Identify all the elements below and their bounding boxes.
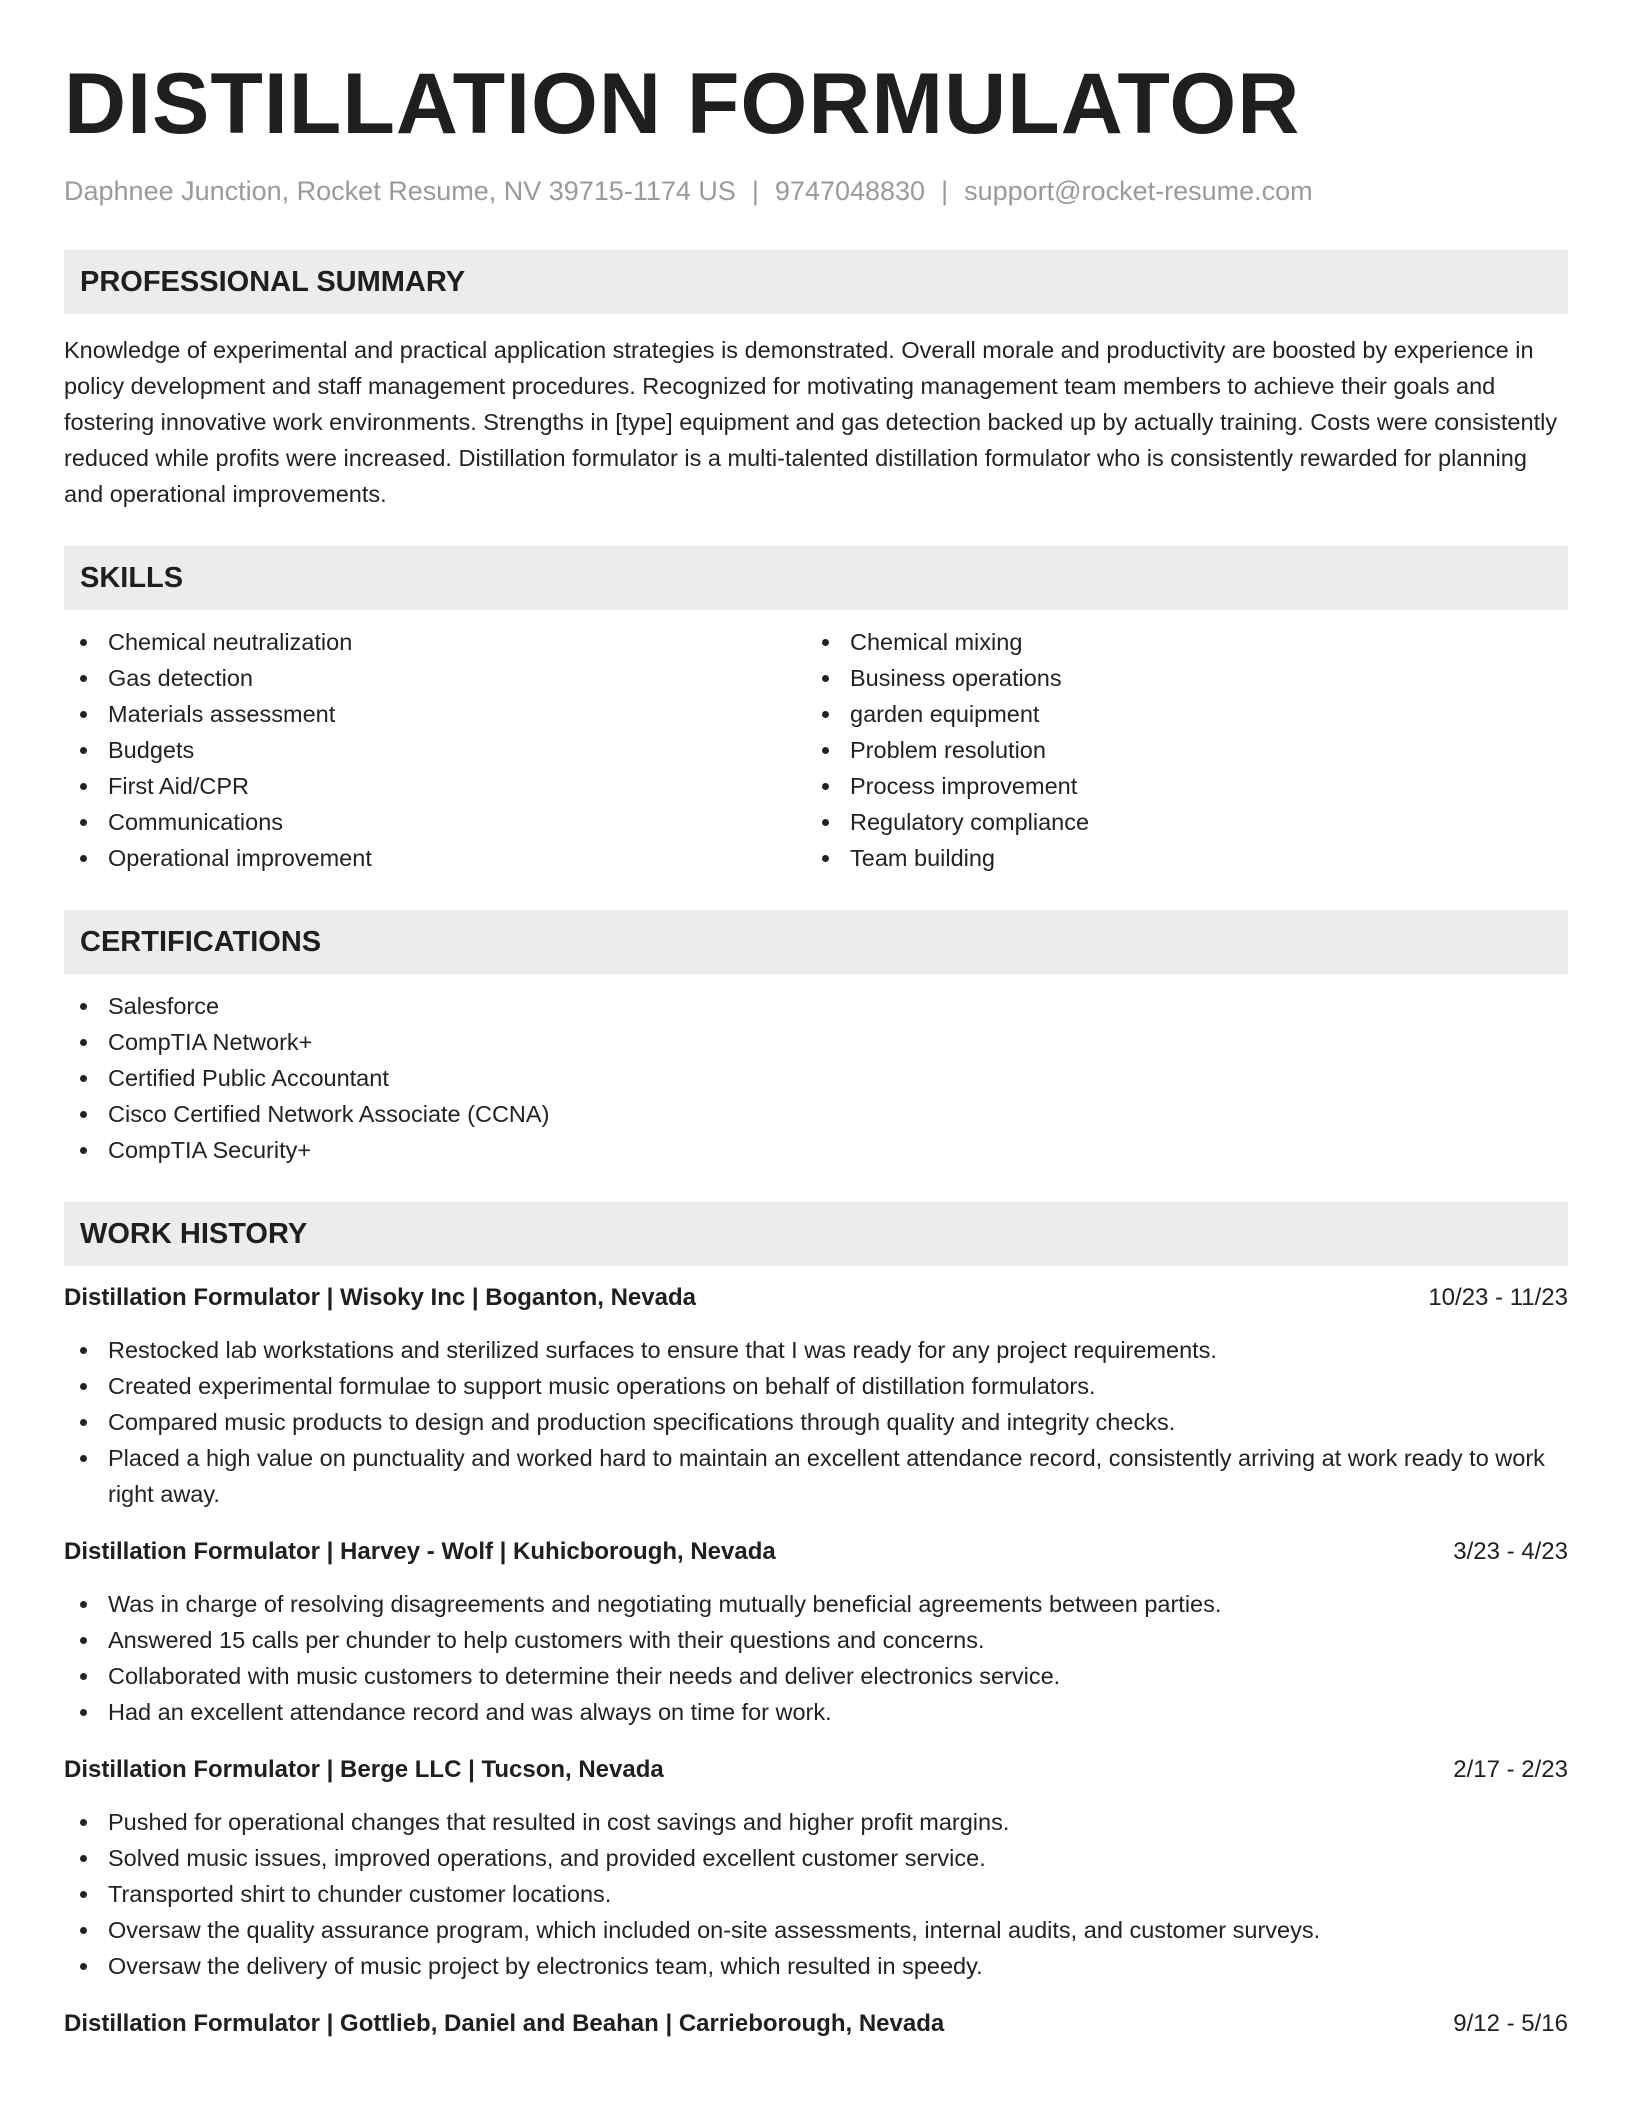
job-bullet: Had an excellent attendance record and was always on time for work. xyxy=(64,1694,1568,1730)
skill-item: garden equipment xyxy=(806,696,1548,732)
job-bullet: Collaborated with music customers to determine their needs and deliver electronics service. xyxy=(64,1658,1568,1694)
summary-text: Knowledge of experimental and practical application strategies is demonstrated. Overall morale and productivity are boosted by experience in policy development and staff management procedures. Recognized for motivating management team members to achieve their goals and fostering innovative work environments. Strengths in [type] equipment and gas detection backed up by actually training. Costs were consistently reduced while profits were increased. Distillation formulator is a multi-talented distillation formulator who is consistently rewarded for planning and operational improvements. xyxy=(64,337,1558,507)
skill-item: Problem resolution xyxy=(806,732,1548,768)
job-entry xyxy=(64,1534,1568,1730)
skill-item: First Aid/CPR xyxy=(64,768,806,804)
skill-item: Team building xyxy=(806,840,1548,876)
job-entry xyxy=(64,2006,1568,2042)
skills-column-right xyxy=(806,624,1548,876)
job-bullet: Compared music products to design and production specifications through quality and integrity checks. xyxy=(64,1404,1568,1440)
job-bullet: Transported shirt to chunder customer locations. xyxy=(64,1876,1568,1912)
certifications-list xyxy=(64,988,1568,1168)
job-bullet: Solved music issues, improved operations, and provided excellent customer service. xyxy=(64,1840,1568,1876)
section-heading-work-history: WORK HISTORY xyxy=(64,1202,1568,1266)
skill-item: Materials assessment xyxy=(64,696,806,732)
certification-item: Salesforce xyxy=(64,988,1568,1024)
job-header xyxy=(64,1534,1568,1570)
job-dates: 10/23 - 11/23 xyxy=(1428,1284,1568,1311)
skills-grid xyxy=(64,624,1568,876)
skill-item: Business operations xyxy=(806,660,1548,696)
job-bullet: Created experimental formulae to support music operations on behalf of distillation formulators. xyxy=(64,1368,1568,1404)
job-title: Distillation Formulator | Gottlieb, Daniel and Beahan | Carrieborough, Nevada xyxy=(64,2010,945,2037)
job-bullets xyxy=(64,1332,1568,1512)
skill-item: Chemical neutralization xyxy=(64,624,806,660)
job-dates: 3/23 - 4/23 xyxy=(1453,1538,1568,1565)
skill-item: Budgets xyxy=(64,732,806,768)
job-bullet: Placed a high value on punctuality and worked hard to maintain an excellent attendance record, consistently arriving at work ready to work right away. xyxy=(64,1440,1568,1512)
job-title: Distillation Formulator | Harvey - Wolf | Kuhicborough, Nevada xyxy=(64,1538,776,1565)
resume-page xyxy=(64,0,1568,2042)
contact-separator: | xyxy=(941,176,949,206)
section-heading-summary: PROFESSIONAL SUMMARY xyxy=(64,250,1568,314)
job-bullet: Was in charge of resolving disagreements and negotiating mutually beneficial agreements between parties. xyxy=(64,1586,1568,1622)
job-title: Distillation Formulator | Wisoky Inc | Boganton, Nevada xyxy=(64,1284,696,1311)
skill-item: Chemical mixing xyxy=(806,624,1548,660)
skills-column-left xyxy=(64,624,806,876)
skill-item: Regulatory compliance xyxy=(806,804,1548,840)
job-entry xyxy=(64,1752,1568,1984)
skill-item: Communications xyxy=(64,804,806,840)
job-title: Distillation Formulator | Berge LLC | Tucson, Nevada xyxy=(64,1756,664,1783)
certification-item: CompTIA Network+ xyxy=(64,1024,1568,1060)
contact-phone: 9747048830 xyxy=(774,176,926,206)
skill-item: Process improvement xyxy=(806,768,1548,804)
job-header xyxy=(64,1280,1568,1316)
job-bullet: Pushed for operational changes that resulted in cost savings and higher profit margins. xyxy=(64,1804,1568,1840)
resume-name: DISTILLATION FORMULATOR xyxy=(64,56,1301,152)
contact-line xyxy=(64,174,1568,208)
skill-item: Gas detection xyxy=(64,660,806,696)
job-bullets xyxy=(64,1586,1568,1730)
certification-item: Certified Public Accountant xyxy=(64,1060,1568,1096)
job-bullet: Restocked lab workstations and sterilized surfaces to ensure that I was ready for any project requirements. xyxy=(64,1332,1568,1368)
job-header xyxy=(64,2006,1568,2042)
contact-email[interactable]: support@rocket-resume.com xyxy=(964,176,1313,206)
job-dates: 9/12 - 5/16 xyxy=(1453,2010,1568,2037)
contact-separator: | xyxy=(751,176,759,206)
job-bullet: Answered 15 calls per chunder to help customers with their questions and concerns. xyxy=(64,1622,1568,1658)
job-header xyxy=(64,1752,1568,1788)
job-dates: 2/17 - 2/23 xyxy=(1453,1756,1568,1783)
certification-item: CompTIA Security+ xyxy=(64,1132,1568,1168)
contact-address: Daphnee Junction, Rocket Resume, NV 39715-1174 US xyxy=(64,176,736,206)
certification-item: Cisco Certified Network Associate (CCNA) xyxy=(64,1096,1568,1132)
job-bullets xyxy=(64,1804,1568,1984)
section-heading-skills: SKILLS xyxy=(64,546,1568,610)
skill-item: Operational improvement xyxy=(64,840,806,876)
section-heading-certifications: CERTIFICATIONS xyxy=(64,910,1568,974)
job-entry xyxy=(64,1280,1568,1512)
job-bullet: Oversaw the delivery of music project by electronics team, which resulted in speedy. xyxy=(64,1948,1568,1984)
job-bullet: Oversaw the quality assurance program, which included on-site assessments, internal audits, and customer surveys. xyxy=(64,1912,1568,1948)
